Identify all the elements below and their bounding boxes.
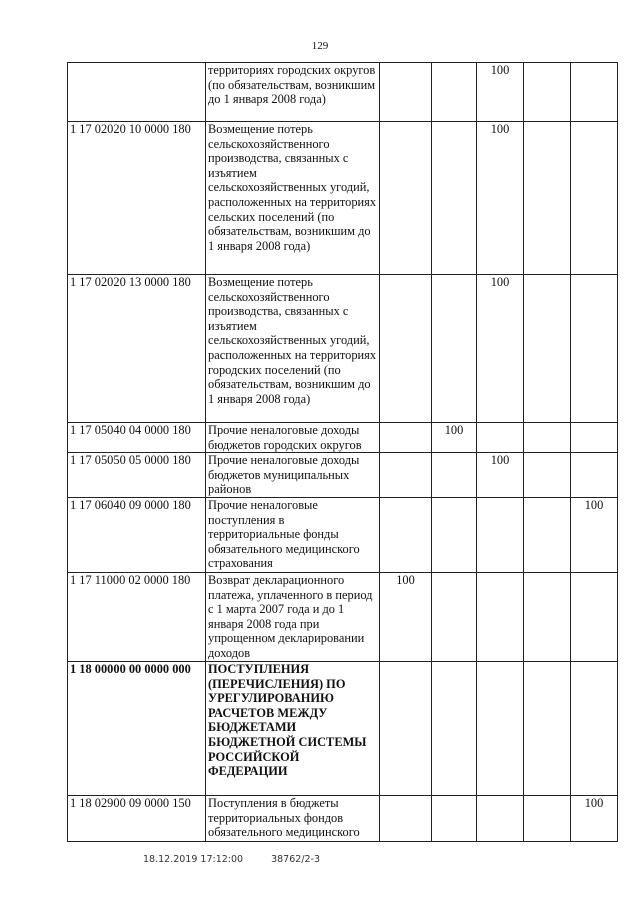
norm-value-budget-1	[380, 63, 432, 122]
norm-value-budget-4	[524, 497, 571, 572]
classification-code: 1 17 06040 09 0000 180	[68, 497, 206, 572]
norm-value-budget-2	[432, 795, 477, 841]
norm-value-budget-1	[380, 275, 432, 423]
norm-value-budget-4	[524, 661, 571, 795]
norm-value-budget-5	[571, 572, 618, 661]
table-row	[68, 795, 618, 841]
norm-value-budget-2: 100	[432, 423, 477, 453]
norm-value-budget-1	[380, 453, 432, 498]
revenue-name: Возмещение потерь сельскохозяйственного производства, связанных с изъятием сельскохозяйственных угодий, расположенных на территориях городских поселений (по обязательствам, возникшим до 1 января 2008 года)	[206, 275, 380, 423]
norm-value-budget-3: 100	[477, 122, 524, 275]
norm-value-budget-5	[571, 423, 618, 453]
norm-value-budget-2	[432, 661, 477, 795]
table-row	[68, 572, 618, 661]
norm-value-budget-4	[524, 572, 571, 661]
norm-value-budget-1	[380, 497, 432, 572]
table-row	[68, 661, 618, 795]
table-row	[68, 122, 618, 275]
page-number: 129	[311, 40, 329, 52]
norm-value-budget-3	[477, 572, 524, 661]
norm-value-budget-3: 100	[477, 63, 524, 122]
norm-value-budget-5	[571, 63, 618, 122]
classification-code	[68, 63, 206, 122]
classification-code: 1 17 02020 10 0000 180	[68, 122, 206, 275]
norm-value-budget-1: 100	[380, 572, 432, 661]
norm-value-budget-5: 100	[571, 795, 618, 841]
norm-value-budget-2	[432, 497, 477, 572]
norm-value-budget-3	[477, 423, 524, 453]
norm-value-budget-5	[571, 661, 618, 795]
revenue-name: ПОСТУПЛЕНИЯ (ПЕРЕЧИСЛЕНИЯ) ПО УРЕГУЛИРОВАНИЮ РАСЧЕТОВ МЕЖДУ БЮДЖЕТАМИ БЮДЖЕТНОЙ СИСТЕМЫ РОССИЙСКОЙ ФЕДЕРАЦИИ	[206, 661, 380, 795]
norm-value-budget-5: 100	[571, 497, 618, 572]
classification-code: 1 18 02900 09 0000 150	[68, 795, 206, 841]
norm-value-budget-3: 100	[477, 275, 524, 423]
norm-value-budget-1	[380, 661, 432, 795]
classification-code: 1 17 11000 02 0000 180	[68, 572, 206, 661]
norm-value-budget-4	[524, 63, 571, 122]
norm-value-budget-4	[524, 423, 571, 453]
norm-value-budget-2	[432, 122, 477, 275]
document-id: 38762/2-3	[271, 854, 321, 865]
norm-value-budget-4	[524, 795, 571, 841]
norm-value-budget-4	[524, 275, 571, 423]
classification-code: 1 17 05040 04 0000 180	[68, 423, 206, 453]
revenue-name: Поступления в бюджеты территориальных фондов обязательного медицинского	[206, 795, 380, 841]
norm-value-budget-2	[432, 572, 477, 661]
table-row	[68, 275, 618, 423]
revenue-name: Возврат декларационного платежа, уплаченного в период с 1 марта 2007 года и до 1 января 2008 года при упрощенном декларировании доходов	[206, 572, 380, 661]
revenue-name: Возмещение потерь сельскохозяйственного производства, связанных с изъятием сельскохозяйственных угодий, расположенных на территориях сельских поселений (по обязательствам, возникшим до 1 января 2008 года)	[206, 122, 380, 275]
print-timestamp: 18.12.2019 17:12:00	[143, 854, 244, 865]
norm-value-budget-5	[571, 453, 618, 498]
revenue-name: Прочие неналоговые доходы бюджетов муниципальных районов	[206, 453, 380, 498]
norm-value-budget-4	[524, 122, 571, 275]
norm-value-budget-4	[524, 453, 571, 498]
norm-value-budget-1	[380, 423, 432, 453]
norm-value-budget-2	[432, 63, 477, 122]
classification-code: 1 18 00000 00 0000 000	[68, 661, 206, 795]
budget-classification-table	[67, 62, 618, 842]
norm-value-budget-5	[571, 122, 618, 275]
norm-value-budget-3	[477, 795, 524, 841]
norm-value-budget-3	[477, 497, 524, 572]
table-row	[68, 453, 618, 498]
norm-value-budget-3	[477, 661, 524, 795]
table-row	[68, 423, 618, 453]
classification-code: 1 17 05050 05 0000 180	[68, 453, 206, 498]
revenue-name: Прочие неналоговые доходы бюджетов городских округов	[206, 423, 380, 453]
norm-value-budget-5	[571, 275, 618, 423]
classification-code: 1 17 02020 13 0000 180	[68, 275, 206, 423]
norm-value-budget-1	[380, 122, 432, 275]
table-row	[68, 497, 618, 572]
revenue-name: территориях городских округов (по обязательствам, возникшим до 1 января 2008 года)	[206, 63, 380, 122]
table-row	[68, 63, 618, 122]
norm-value-budget-3: 100	[477, 453, 524, 498]
norm-value-budget-2	[432, 275, 477, 423]
print-stamp	[143, 854, 320, 865]
revenue-name: Прочие неналоговые поступления в территориальные фонды обязательного медицинского страхования	[206, 497, 380, 572]
norm-value-budget-1	[380, 795, 432, 841]
norm-value-budget-2	[432, 453, 477, 498]
